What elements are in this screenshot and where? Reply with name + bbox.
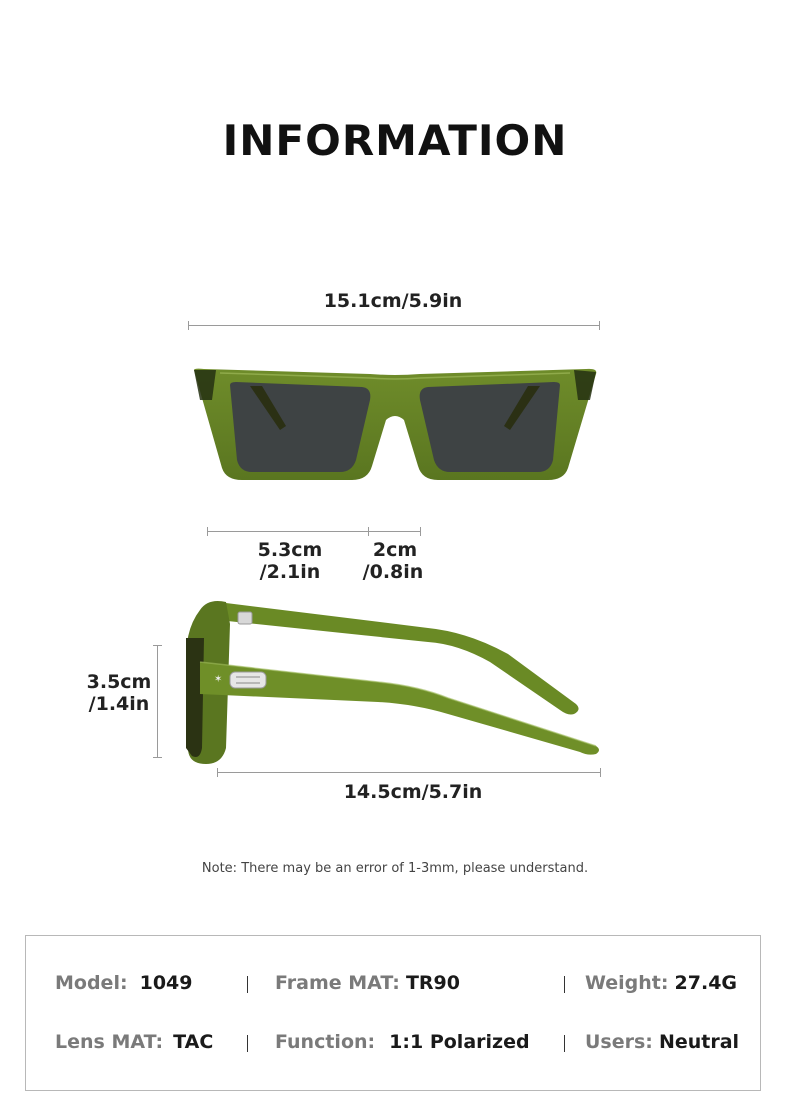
svg-text:✶: ✶: [214, 674, 223, 685]
bridge-line: [368, 531, 421, 532]
spec-frame-value: TR90: [405, 972, 460, 994]
total-width-tick-right: [599, 321, 600, 330]
lens-width-cm-label: 5.3cm: [257, 539, 323, 561]
page-title: INFORMATION: [222, 116, 568, 165]
lens-height-in-label: /1.4in: [88, 693, 150, 715]
lens-height-cm-label: 3.5cm: [86, 671, 152, 693]
spec-users: [585, 1031, 739, 1053]
temple-length-tick-left: [217, 768, 218, 777]
lens-height-tick-top: [153, 645, 162, 646]
spec-separator: [247, 1035, 248, 1052]
spec-frame: [275, 972, 460, 994]
lens-height-tick-bottom: [153, 757, 162, 758]
spec-separator: [247, 976, 248, 993]
total-width-line: [188, 325, 600, 326]
spec-users-value: Neutral: [658, 1031, 740, 1053]
spec-weight-value: 27.4G: [674, 972, 738, 994]
spec-model-value: 1049: [139, 972, 193, 994]
bridge-cm-label: 2cm: [372, 539, 418, 561]
spec-model: [55, 972, 193, 994]
spec-lens-value: TAC: [173, 1031, 214, 1053]
spec-frame-label: Frame MAT:: [275, 972, 400, 994]
bridge-in-label: /0.8in: [362, 561, 424, 583]
lens-width-line: [207, 531, 368, 532]
bridge-tick-right: [420, 527, 421, 536]
spec-model-label: Model:: [55, 972, 128, 994]
spec-lens: [55, 1031, 213, 1053]
spec-function-value: 1:1 Polarized: [389, 1031, 530, 1053]
total-width-tick-left: [188, 321, 189, 330]
spec-lens-label: Lens MAT:: [55, 1031, 164, 1053]
spec-weight: [585, 972, 737, 994]
spec-function: [275, 1031, 530, 1053]
spec-users-label: Users:: [585, 1031, 653, 1053]
spec-separator: [564, 976, 565, 993]
spec-box: [25, 935, 761, 1091]
sunglasses-side-image: [178, 598, 603, 768]
sunglasses-front-image: [190, 360, 600, 485]
lens-width-in-label: /2.1in: [259, 561, 321, 583]
spec-function-label: Function:: [275, 1031, 376, 1053]
temple-length-label: 14.5cm/5.7in: [343, 781, 483, 803]
temple-length-tick-right: [600, 768, 601, 777]
temple-length-line: [217, 772, 601, 773]
error-note: Note: There may be an error of 1-3mm, please understand.: [201, 861, 589, 876]
lens-width-tick-left: [207, 527, 208, 536]
spec-weight-label: Weight:: [585, 972, 669, 994]
spec-separator: [564, 1035, 565, 1052]
total-width-label: 15.1cm/5.9in: [323, 290, 463, 312]
